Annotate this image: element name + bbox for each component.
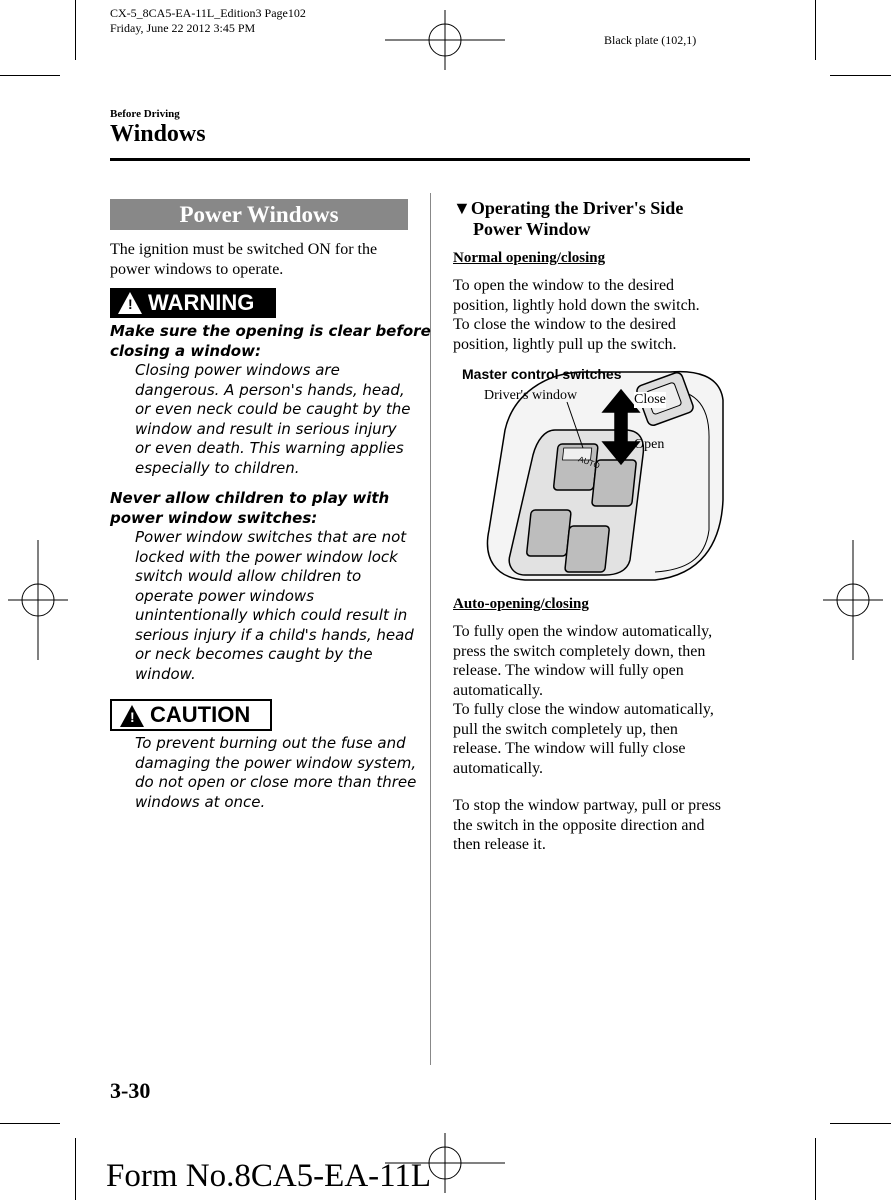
crop-mark [75,1138,76,1200]
warning-label: ! WARNING [110,288,276,318]
drivers-window-label: Driver's window [484,388,578,403]
page-title: Windows [110,121,206,147]
page-number: 3-30 [110,1078,151,1103]
normal-opening-heading: Normal opening/closing [453,250,606,266]
warning-item-2: Never allow children to play with power window switches: Power window switches that are not locked with the power window lock switch would allow children to operate power windows unintentionally which could result in serious injury if a child's hands, head or neck becomes caught by the window. [110,489,414,683]
auto-opening-text: To fully open the window automatically, press the switch completely down, then release. The window will fully open automatically. To fully close the window automatically, pull the switch completely up, then release. The window will fully close automatically. [453,623,714,777]
registration-mark-top [385,10,505,70]
form-number: Form No.8CA5-EA-11L [106,1158,432,1194]
crop-mark [75,0,76,60]
master-control-switches-label: Master control switches [462,366,622,382]
power-windows-banner: Power Windows [110,199,408,230]
crop-mark [0,1123,60,1124]
drivers-side-subheading: ▼Operating the Driver's Side Power Window [453,198,684,239]
intro-text: The ignition must be switched ON for the power windows to operate. [110,241,378,278]
caution-text: To prevent burning out the fuse and damaging the power window system, do not open or close more than three windows at once. [135,734,417,811]
print-file-info: CX-5_8CA5-EA-11L_Edition3 Page102 [110,6,306,20]
title-rule [110,158,750,161]
print-date-info: Friday, June 22 2012 3:45 PM [110,21,256,35]
crop-mark [815,1138,816,1200]
warning-item-1: Make sure the opening is clear before closing a window: Closing power windows are dangerous. A person's hands, head, or even neck could be caught by the window and result in serious injury or even death. This warning applies especially to children. [110,322,431,477]
registration-mark-left [8,540,68,660]
registration-mark-right [823,540,883,660]
crop-mark [830,1123,891,1124]
normal-opening-text: To open the window to the desired position, lightly hold down the switch. To close the window to the desired position, lightly pull up the switch. [453,277,700,353]
crop-mark [0,75,60,76]
caution-label: ! CAUTION [110,699,272,731]
stop-window-text: To stop the window partway, pull or press the switch in the opposite direction and then release it. [453,797,722,853]
crop-mark [830,75,891,76]
triangle-down-icon: ▼ [453,198,471,218]
black-plate-label: Black plate (102,1) [604,33,697,47]
close-label: Close [634,392,666,407]
open-label: Open [634,437,665,452]
crop-mark [815,0,816,60]
auto-opening-heading: Auto-opening/closing [453,596,589,612]
section-category: Before Driving [110,108,180,120]
auto-label: AUTO [577,454,601,471]
